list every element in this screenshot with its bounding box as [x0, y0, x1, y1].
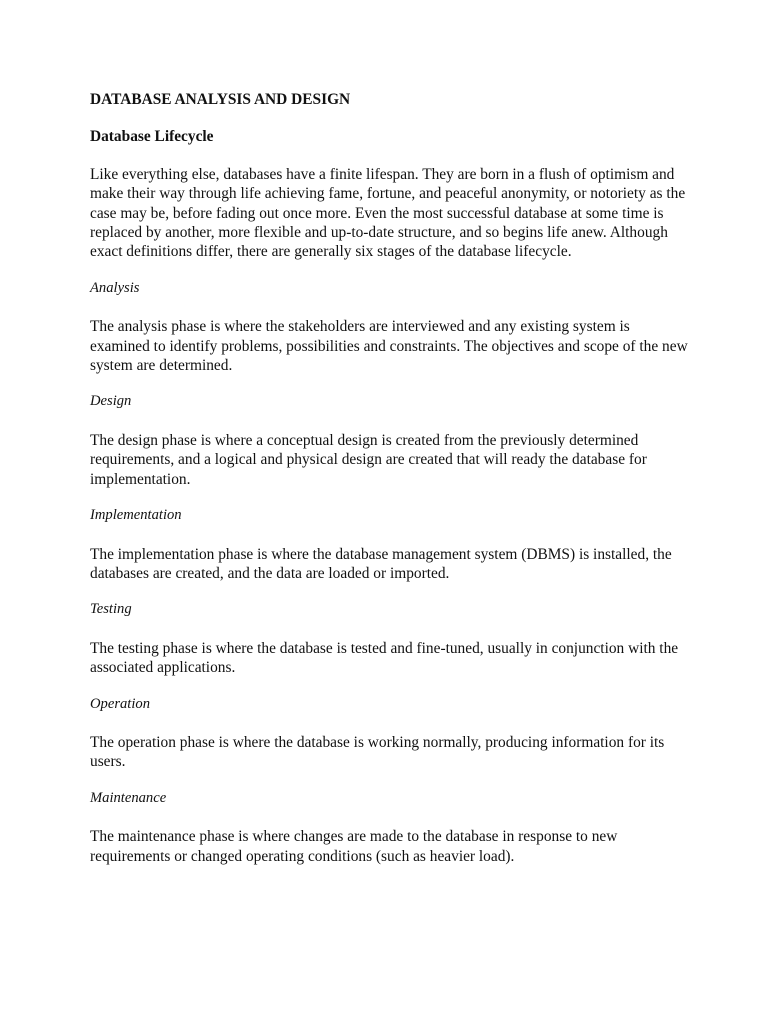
stage-paragraph-design: The design phase is where a conceptual design is created from the previously determined requirements, and a logical and physical design are created that will ready the database for implementation. [90, 431, 647, 488]
stage-heading-maintenance: Maintenance [90, 789, 167, 806]
stage-heading-analysis: Analysis [90, 279, 140, 296]
stage-paragraph-implementation: The implementation phase is where the database management system (DBMS) is installed, the databases are created, and the data are loaded or imported. [90, 545, 672, 582]
stage-heading-design: Design [90, 393, 132, 410]
document-page [90, 90, 690, 866]
stage-heading-testing: Testing [90, 601, 132, 618]
section-heading: Database Lifecycle [90, 128, 214, 146]
stage-heading-operation: Operation [90, 695, 150, 712]
stage-paragraph-maintenance: The maintenance phase is where changes are made to the database in response to new requirements or changed operating conditions (such as heavier load). [90, 828, 618, 865]
stage-paragraph-testing: The testing phase is where the database is tested and fine-tuned, usually in conjunction with the associated applications. [90, 639, 679, 677]
stage-heading-implementation: Implementation [90, 507, 182, 524]
document-title: DATABASE ANALYSIS AND DESIGN [90, 91, 351, 108]
stage-paragraph-analysis: The analysis phase is where the stakeholders are interviewed and any existing system is examined to identify problems, possibilities and constraints. The objectives and scope of the new system are determined. [90, 318, 688, 375]
stage-paragraph-operation: The operation phase is where the database is working normally, producing information for its users. [90, 733, 665, 771]
intro-paragraph: Like everything else, databases have a finite lifespan. They are born in a flush of optimism and make their way through life achieving fame, fortune, and peaceful anonymity, or notoriety as the case may be, before fading out once more. Even the most successful database at some time is replaced by another, more flexible and up-to-date structure, and so begins life anew. Although exact definitions differ, there are generally six stages of the database lifecycle. [90, 165, 686, 261]
